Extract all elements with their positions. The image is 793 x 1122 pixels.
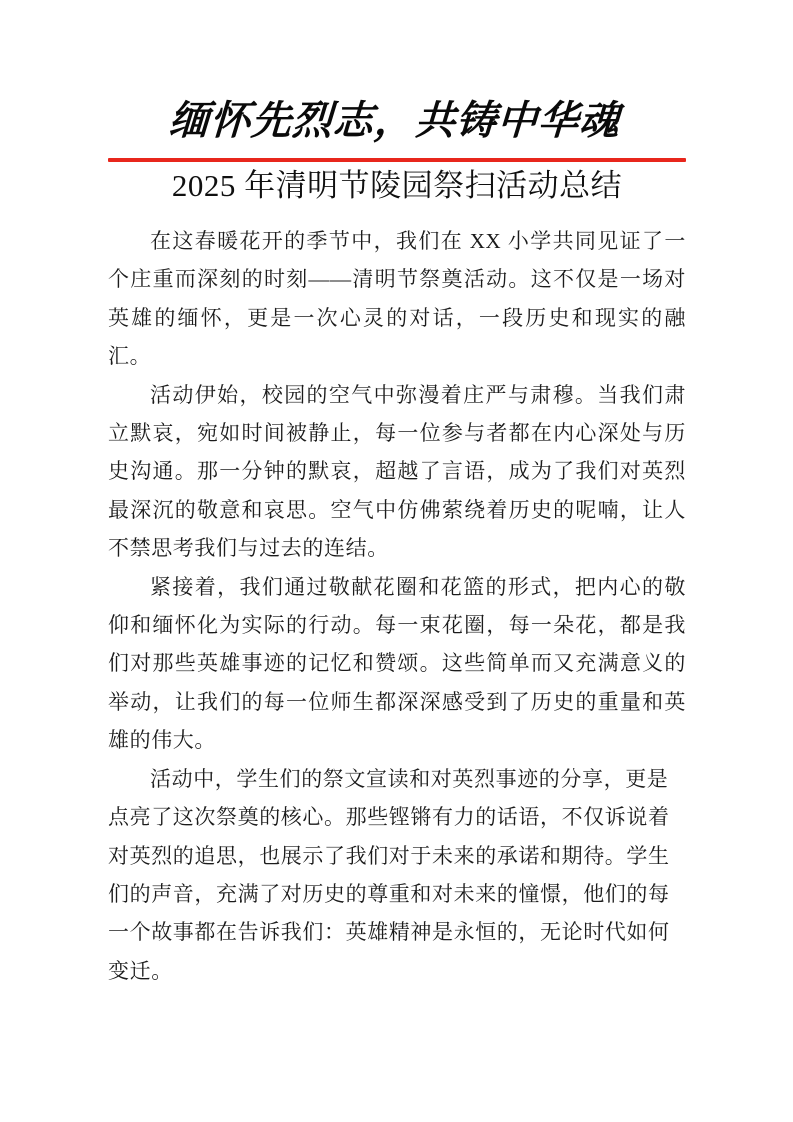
paragraph: 活动中，学生们的祭文宣读和对英烈事迹的分享，更是点亮了这次祭奠的核心。那些铿锵有力的话语，不仅诉说着对英烈的追思，也展示了我们对于未来的承诺和期待。学生们的声音，充满了对历史的尊重和对未来的憧憬，他们的每一个故事都在告诉我们：英雄精神是永恒的，无论时代如何变迁。 [108, 766, 670, 983]
paragraph: 活动伊始，校园的空气中弥漫着庄严与肃穆。当我们肃立默哀，宛如时间被静止，每一位参与者都在内心深处与历史沟通。那一分钟的默哀，超越了言语，成为了我们对英烈最深沉的敬意和哀思。空气中仿佛萦绕着历史的呢喃，让人不禁思考我们与过去的连结。 [108, 382, 686, 561]
document-content [108, 0, 686, 990]
body-text [108, 222, 686, 990]
paragraph: 紧接着，我们通过敬献花圈和花篮的形式，把内心的敬仰和缅怀化为实际的行动。每一束花圈，每一朵花，都是我们对那些英雄事迹的记忆和赞颂。这些简单而又充满意义的举动，让我们的每一位师生都深深感受到了历史的重量和英雄的伟大。 [108, 574, 686, 753]
page-subtitle: 2025 年清明节陵园祭扫活动总结 [171, 168, 623, 203]
paragraph: 在这春暖花开的季节中，我们在 XX 小学共同见证了一个庄重而深刻的时刻——清明节祭奠活动。这不仅是一场对英雄的缅怀，更是一次心灵的对话，一段历史和现实的融汇。 [108, 229, 686, 369]
page-title: 缅怀先烈志，共铸中华魂 [167, 97, 622, 144]
